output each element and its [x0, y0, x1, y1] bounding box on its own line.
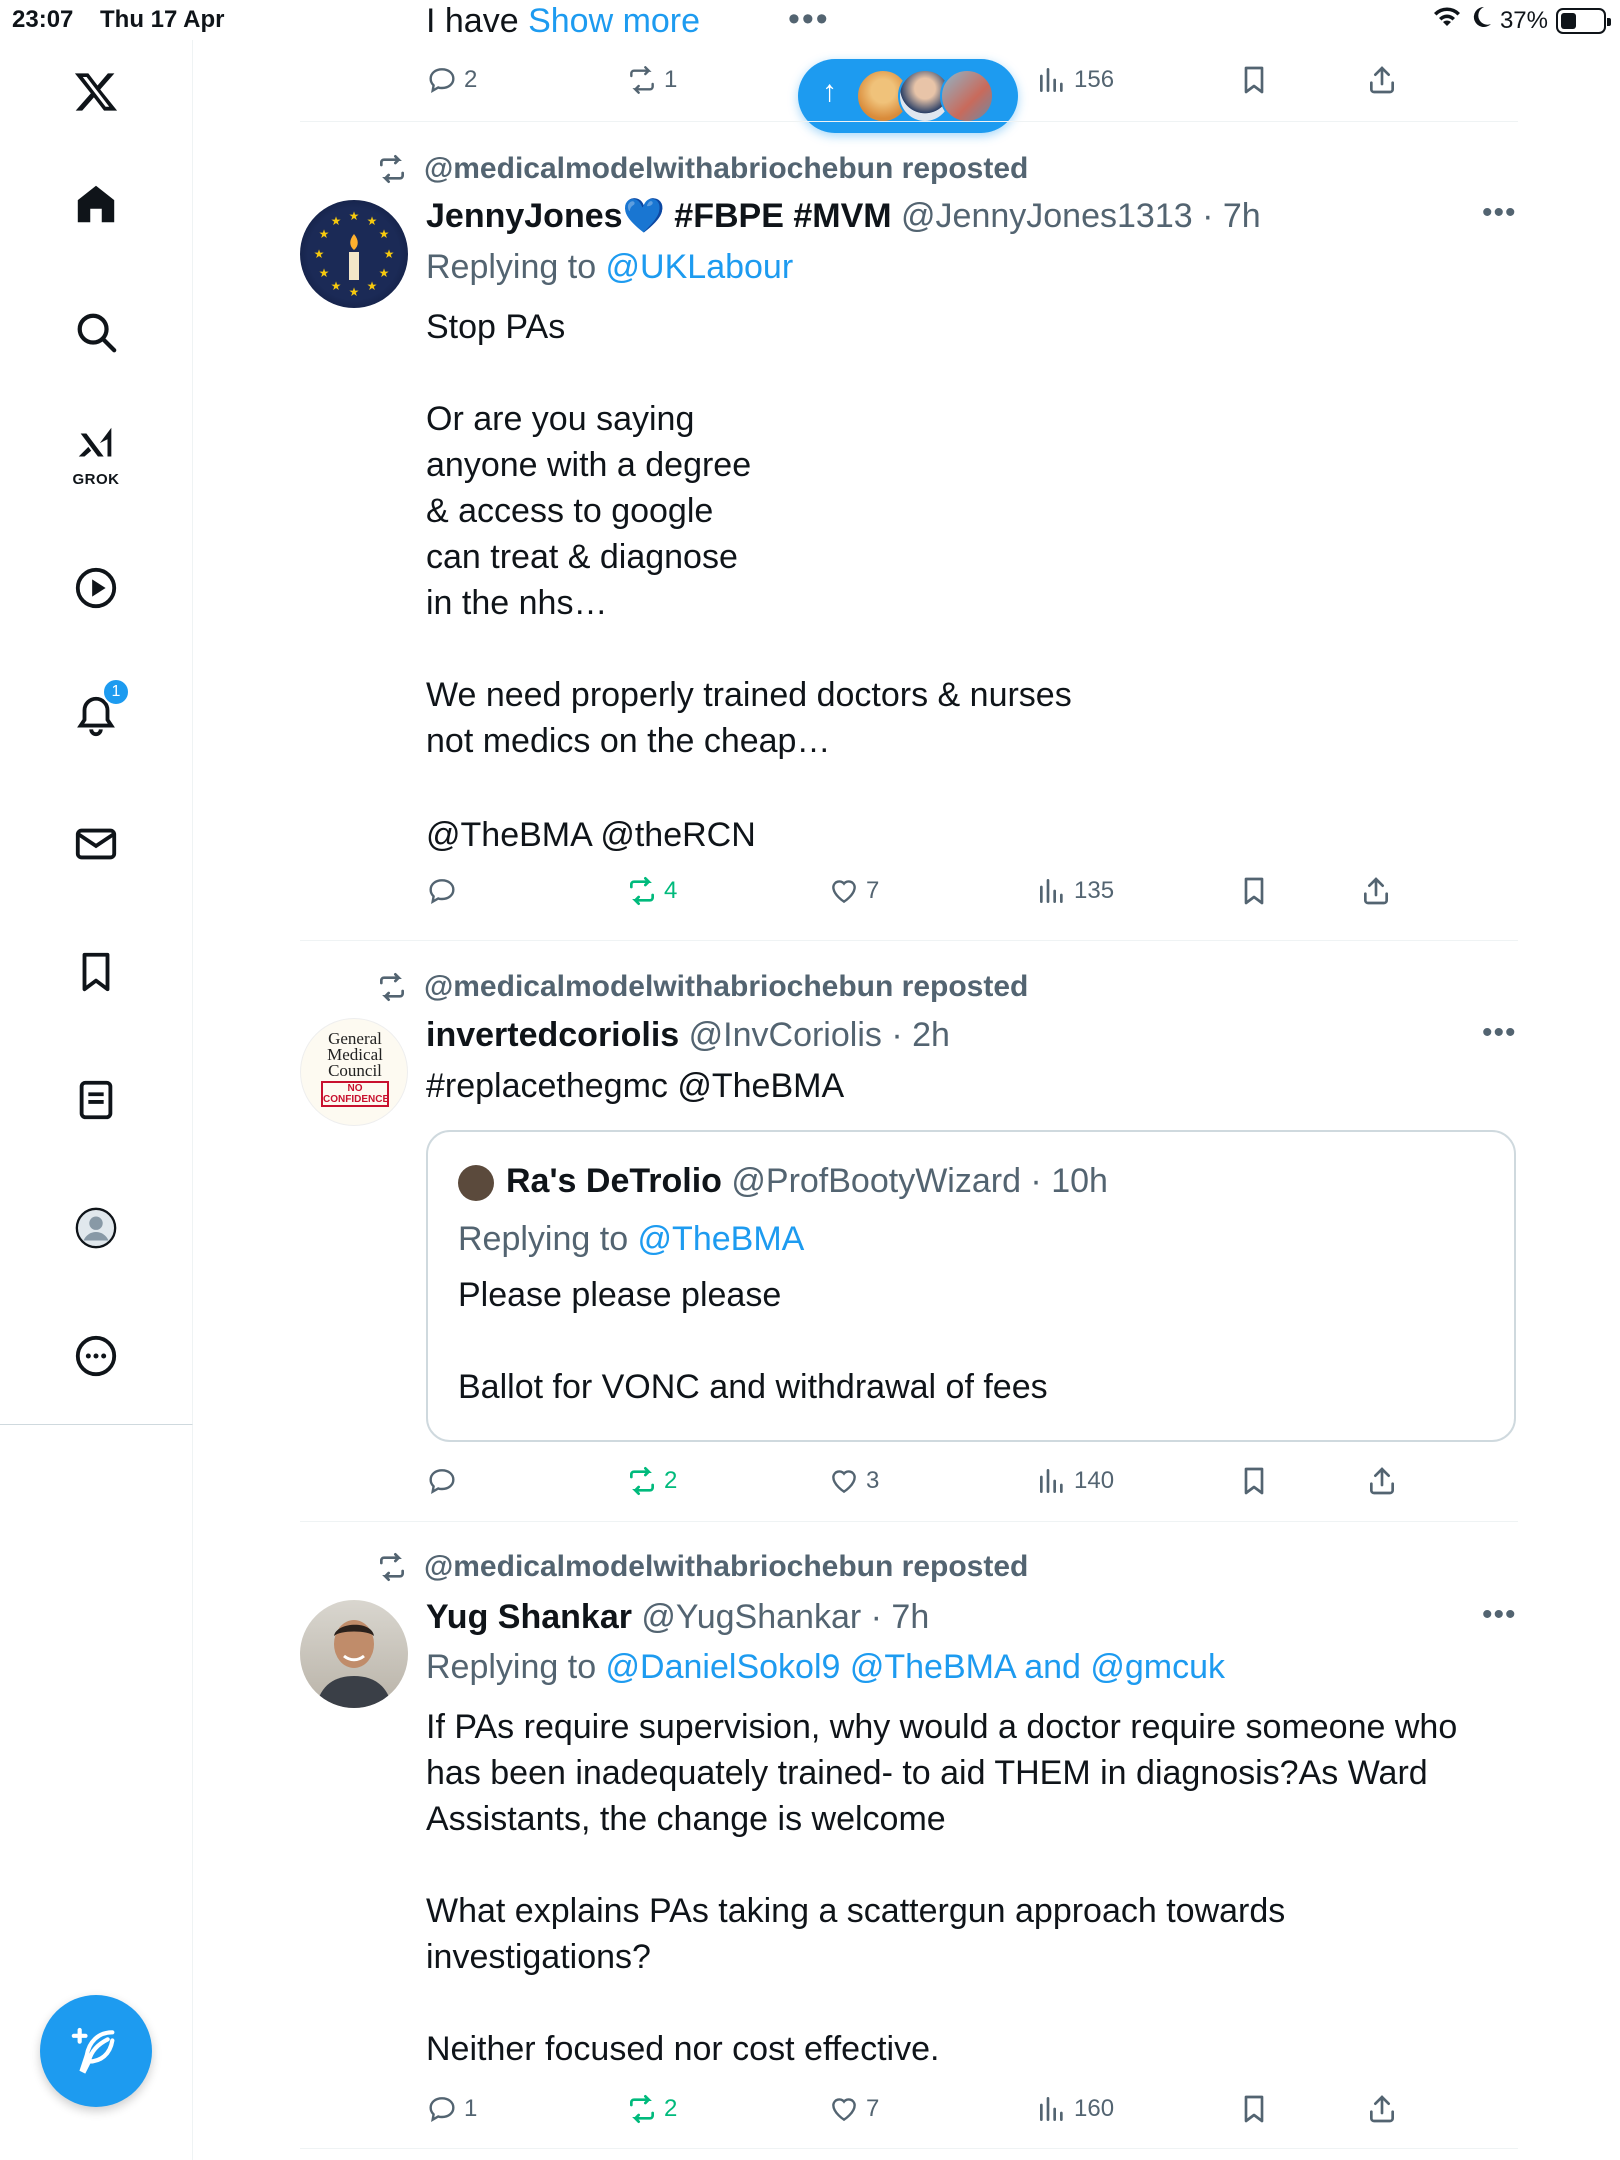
repost-icon — [626, 875, 658, 907]
quote-handle-time: @ProfBootyWizard · 10h — [731, 1162, 1108, 1200]
heart-icon — [828, 2093, 860, 2125]
repost-icon — [376, 971, 408, 1003]
like-count: 7 — [866, 877, 880, 904]
battery-fill — [1561, 13, 1576, 29]
search-icon[interactable] — [66, 302, 126, 362]
svg-text:★: ★ — [318, 227, 330, 241]
list-icon[interactable] — [66, 1070, 126, 1130]
replying-label: Replying to — [426, 1648, 606, 1686]
bookmark-icon — [1238, 64, 1270, 96]
heart-icon — [828, 1465, 860, 1497]
svg-text:★: ★ — [383, 247, 395, 261]
more-options-icon[interactable]: ••• — [1482, 196, 1517, 229]
bookmark-button[interactable] — [1238, 1456, 1270, 1506]
svg-text:★: ★ — [313, 247, 325, 261]
avatar[interactable] — [300, 1600, 408, 1708]
tweet-actions — [426, 2084, 1426, 2134]
repost-indicator — [376, 970, 1028, 1004]
quote-replying-to — [458, 1220, 804, 1259]
reply-icon — [426, 2093, 458, 2125]
eu-stars-candle-avatar — [300, 200, 408, 308]
avatar-text-line: General — [328, 1029, 382, 1048]
reposted-by[interactable]: @medicalmodelwithabriochebun reposted — [424, 1550, 1029, 1583]
profile-icon[interactable] — [66, 1198, 126, 1258]
share-icon — [1366, 2093, 1398, 2125]
reply-button[interactable] — [426, 1456, 464, 1506]
person-photo-avatar — [300, 1600, 408, 1708]
repost-button[interactable] — [626, 1456, 677, 1506]
replying-label: Replying to — [426, 248, 606, 286]
tweet-mentions[interactable]: @TheBMA @theRCN — [426, 816, 756, 854]
like-button[interactable] — [828, 2084, 879, 2134]
like-button[interactable] — [828, 1456, 879, 1506]
repost-indicator — [376, 152, 1028, 186]
repost-icon — [376, 1551, 408, 1583]
repost-icon — [626, 1465, 658, 1497]
notifications-bell-icon[interactable] — [66, 683, 126, 746]
status-date: Thu 17 Apr — [100, 6, 225, 33]
quote-replying-label: Replying to — [458, 1220, 638, 1258]
share-icon — [1360, 875, 1392, 907]
share-button[interactable] — [1366, 2084, 1398, 2134]
views-count: 140 — [1074, 1467, 1115, 1494]
reply-icon — [426, 875, 458, 907]
tweet-actions — [426, 1456, 1426, 1506]
pill-avatar-3 — [940, 69, 994, 123]
reply-count: 1 — [464, 2095, 478, 2122]
svg-text:★: ★ — [348, 285, 360, 299]
views-count: 156 — [1074, 66, 1115, 93]
views-button[interactable] — [1036, 866, 1114, 916]
x-logo-icon[interactable] — [66, 62, 126, 122]
svg-text:★: ★ — [330, 214, 342, 228]
reply-button[interactable] — [426, 866, 464, 916]
display-name[interactable]: JennyJones💙 #FBPE #MVM — [426, 197, 892, 235]
compose-feather-icon — [68, 2023, 124, 2079]
grok-label: GROK — [72, 471, 120, 488]
repost-count: 1 — [664, 66, 678, 93]
repost-icon — [376, 153, 408, 185]
svg-text:★: ★ — [378, 227, 390, 241]
reply-button[interactable] — [426, 55, 477, 105]
tweet-actions — [426, 866, 1426, 916]
bookmark-icon — [1238, 1465, 1270, 1497]
bookmark-icon — [1238, 2093, 1270, 2125]
avatar-text-line: CONFIDENCE — [323, 1094, 390, 1105]
like-count: 7 — [866, 2095, 880, 2122]
repost-icon — [626, 64, 658, 96]
more-options-icon[interactable]: ••• — [1482, 1598, 1517, 1631]
heart-icon — [828, 875, 860, 907]
views-count: 135 — [1074, 877, 1115, 904]
compose-button[interactable] — [40, 1995, 152, 2107]
like-count: 3 — [866, 1467, 880, 1494]
bookmark-button[interactable] — [1238, 55, 1270, 105]
svg-text:★: ★ — [330, 279, 342, 293]
repost-count: 2 — [664, 1467, 678, 1494]
reposted-by[interactable]: @medicalmodelwithabriochebun reposted — [424, 970, 1029, 1003]
tweet-header — [426, 1016, 950, 1055]
display-name[interactable]: invertedcoriolis — [426, 1016, 680, 1054]
feed-divider — [300, 2148, 1518, 2149]
repost-icon — [626, 2093, 658, 2125]
feed-divider — [300, 1521, 1518, 1522]
show-more-link[interactable]: Show more — [528, 2, 701, 40]
views-icon — [1036, 64, 1068, 96]
handle-time[interactable]: @YugShankar · 7h — [641, 1598, 930, 1636]
tweet-header — [426, 1598, 929, 1637]
reply-icon — [426, 1465, 458, 1497]
views-icon — [1036, 1465, 1068, 1497]
moon-icon — [1470, 5, 1492, 36]
reposted-by[interactable]: @medicalmodelwithabriochebun reposted — [424, 152, 1029, 185]
repost-count: 2 — [664, 2095, 678, 2122]
share-icon — [1366, 1465, 1398, 1497]
battery-icon — [1556, 8, 1606, 34]
svg-text:★: ★ — [366, 279, 378, 293]
tweet-body-links[interactable]: #replacethegmc @TheBMA — [426, 1067, 845, 1105]
share-icon — [1366, 64, 1398, 96]
svg-text:★: ★ — [366, 214, 378, 228]
tweet-header — [426, 196, 1261, 236]
bookmark-icon — [1238, 875, 1270, 907]
views-count: 160 — [1074, 2095, 1115, 2122]
quote-body: Please please please Ballot for VONC and withdrawal of fees — [458, 1276, 1048, 1406]
reply-button[interactable] — [426, 2084, 477, 2134]
battery-percent: 37% — [1499, 6, 1548, 34]
more-options-icon[interactable]: ••• — [1482, 1016, 1517, 1049]
avatar-text-line: Council — [328, 1061, 382, 1080]
avatar[interactable] — [300, 1018, 408, 1126]
avatar-text-line: Medical — [327, 1045, 383, 1064]
bookmark-icon[interactable] — [66, 942, 126, 1002]
quote-display-name: Ra's DeTrolio — [506, 1162, 722, 1200]
views-icon — [1036, 875, 1068, 907]
repost-button[interactable] — [626, 55, 677, 105]
reply-count: 2 — [464, 66, 478, 93]
status-time: 23:07 — [12, 6, 74, 33]
views-icon — [1036, 2093, 1068, 2125]
feed-divider — [300, 121, 1518, 122]
play-icon[interactable] — [66, 558, 126, 618]
share-button[interactable] — [1366, 55, 1398, 105]
scroll-indicator-dots: ••• — [788, 0, 830, 38]
grok-icon[interactable] — [66, 422, 126, 488]
reply-icon — [426, 64, 458, 96]
tweet-body: Stop PAs Or are you saying anyone with a degree & access to google can treat & diagnose in the nhs… We need properly trained doctors & nurses not medics on the cheap… — [426, 308, 1072, 760]
svg-text:★: ★ — [378, 266, 390, 280]
display-name[interactable]: Yug Shankar — [426, 1598, 632, 1636]
status-right — [1432, 5, 1606, 36]
feed-divider — [300, 940, 1518, 941]
tweet-body: If PAs require supervision, why would a doctor require someone who has been inadequately trained- to aid THEM in diagnosis?As Ward Assistants, the change is welcome What explains PAs taking a scattergun approach towards investigations? Neither focused nor cost effective. — [426, 1708, 1458, 2068]
quote-replying-to-link[interactable]: @TheBMA — [637, 1220, 805, 1258]
views-button[interactable] — [1036, 55, 1114, 105]
share-button[interactable] — [1360, 866, 1392, 916]
replying-to — [426, 248, 793, 287]
avatar[interactable] — [300, 200, 408, 308]
avatar-text-line: NO — [347, 1083, 363, 1094]
sidebar-border — [192, 1425, 193, 2160]
top-tweet-text — [426, 2, 700, 41]
handle-time[interactable]: @JennyJones1313 · 7h — [901, 197, 1261, 235]
more-icon[interactable] — [66, 1326, 126, 1386]
repost-indicator — [376, 1550, 1028, 1584]
bookmark-button[interactable] — [1238, 2084, 1270, 2134]
share-button[interactable] — [1366, 1456, 1398, 1506]
like-button[interactable] — [828, 866, 879, 916]
home-icon[interactable] — [66, 174, 126, 234]
replying-to-link[interactable]: @UKLabour — [605, 248, 794, 286]
arrow-up-icon: ↑ — [822, 75, 837, 108]
quoted-tweet[interactable] — [426, 1130, 1516, 1442]
views-button[interactable] — [1036, 2084, 1114, 2134]
svg-text:★: ★ — [348, 209, 360, 223]
views-button[interactable] — [1036, 1456, 1114, 1506]
repost-button[interactable] — [626, 866, 677, 916]
top-tweet-prefix: I have — [426, 2, 529, 40]
repost-count: 4 — [664, 877, 678, 904]
mail-icon[interactable] — [66, 814, 126, 874]
handle-time[interactable]: @InvCoriolis · 2h — [688, 1016, 950, 1054]
quote-avatar — [458, 1165, 494, 1201]
replying-to-link[interactable]: @DanielSokol9 @TheBMA and @gmcuk — [605, 1648, 1226, 1686]
replying-to — [426, 1648, 1225, 1687]
repost-button[interactable] — [626, 2084, 677, 2134]
notification-badge: 1 — [102, 678, 130, 706]
quote-header — [506, 1162, 1108, 1201]
wifi-icon — [1432, 5, 1462, 36]
bookmark-button[interactable] — [1238, 866, 1270, 916]
svg-text:★: ★ — [318, 266, 330, 280]
